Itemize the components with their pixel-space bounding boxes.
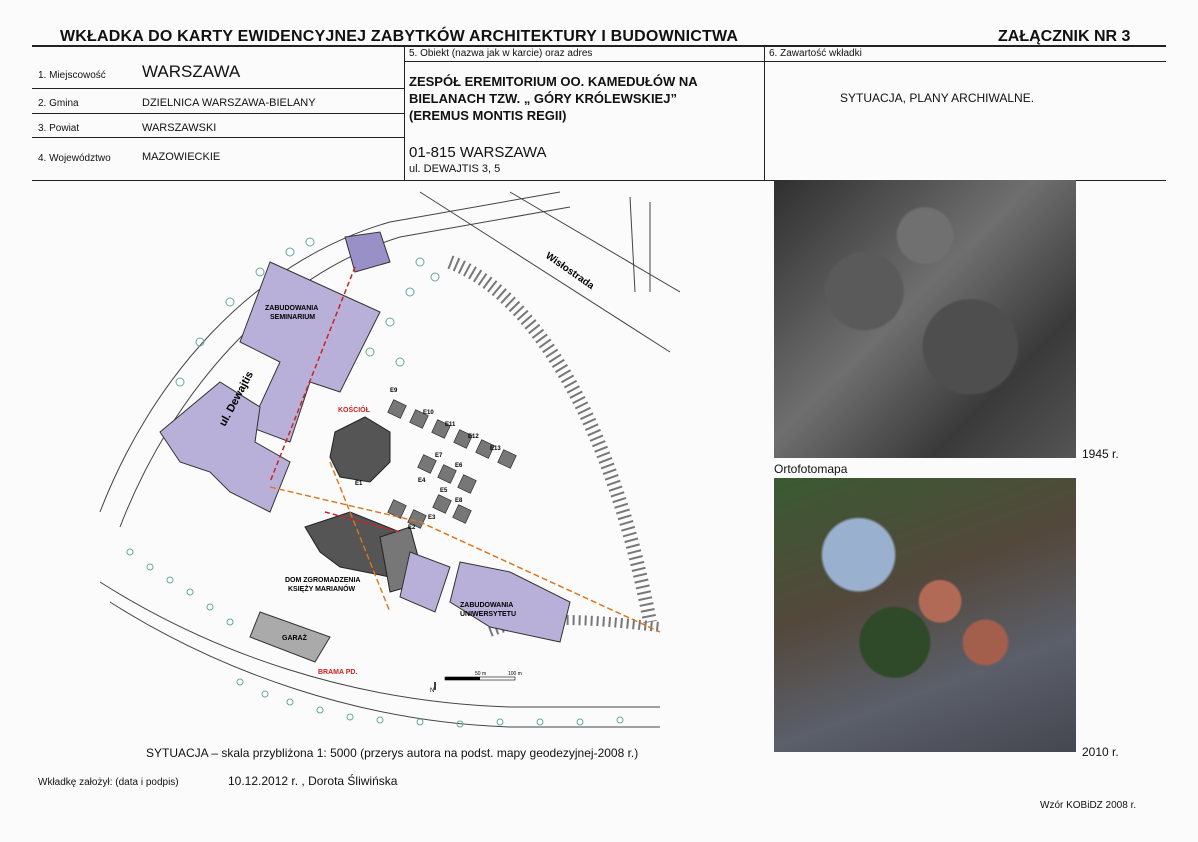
miejscowosc-label: 1. Miejscowość <box>38 70 106 81</box>
aerial-photo-1945 <box>774 180 1076 458</box>
founded-value: 10.12.2012 r. , Dorota Śliwińska <box>228 774 398 788</box>
label-e12: E12 <box>468 434 479 440</box>
label-dom-zgromadzenia-1: DOM ZGROMADZENIA <box>285 577 361 584</box>
row-rule-3 <box>32 137 404 138</box>
aerial-photo-2010 <box>774 478 1076 752</box>
label-garaz: GARAŻ <box>282 635 307 642</box>
col-divider-1 <box>404 46 405 180</box>
founded-label: Wkładkę założył: (data i podpis) <box>38 777 179 788</box>
road-outline-3 <box>100 582 660 707</box>
obj-label-rule <box>404 61 764 62</box>
label-wislostrada: Wisłostrada <box>543 250 596 292</box>
gmina-label: 2. Gmina <box>38 98 79 109</box>
label-dom-zgromadzenia-2: KSIĘŻY MARIANÓW <box>288 586 356 593</box>
building-seminarium <box>240 262 380 442</box>
building-church <box>330 417 390 482</box>
label-e1: E1 <box>355 481 363 487</box>
wojewodztwo-value: MAZOWIECKIE <box>142 151 221 163</box>
object-name-line3: (EREMUS MONTIS REGII) <box>409 108 567 123</box>
document-title: WKŁADKA DO KARTY EWIDENCYJNEJ ZABYTKÓW ARCHITEKTURY I BUDOWNICTWA <box>60 28 739 45</box>
contents-label-rule <box>764 61 1166 62</box>
label-e13: E13 <box>490 446 501 452</box>
wislostrada-edge-3 <box>630 197 635 292</box>
ortofotomapa-label: Ortofotomapa <box>774 462 848 476</box>
scale-100m: 100 m <box>508 671 522 677</box>
label-e2: E2 <box>408 525 416 531</box>
caption-2010: 2010 r. <box>1082 745 1119 759</box>
attachment-number: ZAŁĄCZNIK NR 3 <box>998 28 1131 45</box>
label-e11: E11 <box>445 422 456 428</box>
powiat-label: 3. Powiat <box>38 123 80 134</box>
powiat-value: WARSZAWSKI <box>142 122 217 134</box>
label-zabudowania-uniwersytetu-1: ZABUDOWANIA <box>460 602 514 609</box>
building-gate-north <box>345 232 390 272</box>
label-kosciol: KOŚCIÓŁ <box>338 407 370 414</box>
template-note: Wzór KOBiDZ 2008 r. <box>1040 800 1137 811</box>
label-e5: E5 <box>440 488 448 494</box>
object-street: ul. DEWAJTIS 3, 5 <box>409 163 501 175</box>
label-zabudowania-seminarium-1: ZABUDOWANIA <box>265 305 319 312</box>
scale-bar <box>430 671 522 694</box>
header-rule <box>32 45 1166 47</box>
label-e9: E9 <box>390 388 398 394</box>
wojewodztwo-label: 4. Województwo <box>38 153 111 164</box>
scale-50m: 50 m <box>475 671 487 677</box>
building-marian-annex <box>400 552 450 612</box>
gmina-value: DZIELNICA WARSZAWA-BIELANY <box>142 97 316 109</box>
object-label: 5. Obiekt (nazwa jak w karcie) oraz adres <box>409 48 593 59</box>
label-e8: E8 <box>455 498 463 504</box>
label-brama: BRAMA PD. <box>318 669 358 676</box>
situation-caption: SYTUACJA – skala przybliżona 1: 5000 (przerys autora na podst. mapy geodezyjnej-2008 r.) <box>146 746 639 760</box>
row-rule-1 <box>32 88 404 89</box>
label-e10: E10 <box>423 410 434 416</box>
site-plan-map <box>90 182 680 732</box>
label-e4: E4 <box>418 478 426 484</box>
col-divider-2 <box>764 46 765 180</box>
object-name-line2: BIELANACH TZW. „ GÓRY KRÓLEWSKIEJ” <box>409 91 677 106</box>
row-rule-2 <box>32 113 404 114</box>
label-zabudowania-uniwersytetu-2: UNIWERSYTETU <box>460 611 516 618</box>
label-e7: E7 <box>435 453 443 459</box>
miejscowosc-value: WARSZAWA <box>142 62 241 81</box>
object-postal: 01-815 WARSZAWA <box>409 144 547 161</box>
label-ul-dewajtis: ul. Dewajtis <box>217 369 257 429</box>
contents-value: SYTUACJA, PLANY ARCHIWALNE. <box>840 91 1035 105</box>
label-zabudowania-seminarium-2: SEMINARIUM <box>270 314 316 321</box>
object-name-line1: ZESPÓŁ EREMITORIUM OO. KAMEDUŁÓW NA <box>409 74 698 89</box>
wislostrada-edge-2 <box>510 192 680 292</box>
contents-label: 6. Zawartość wkładki <box>769 48 862 59</box>
caption-1945: 1945 r. <box>1082 447 1119 461</box>
wislostrada-edge-1 <box>420 192 670 352</box>
road-outline-4 <box>110 602 660 727</box>
label-e6: E6 <box>455 463 463 469</box>
svg-text:N: N <box>430 688 435 694</box>
label-e3: E3 <box>428 515 436 521</box>
hermitages-group <box>388 400 517 529</box>
